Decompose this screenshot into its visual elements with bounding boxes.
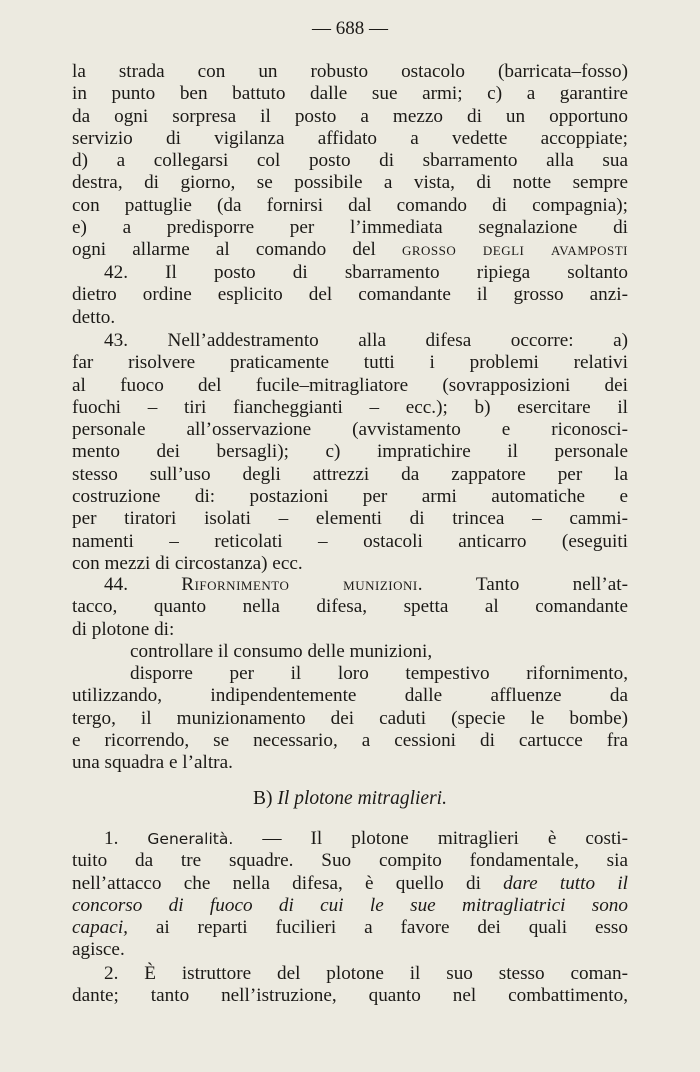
text-line: tacco, quanto nella difesa, spetta al comandante (72, 596, 628, 618)
text-line: 2. È istruttore del plotone il suo stesso coman- (104, 963, 628, 984)
text-line: tergo, il munizionamento dei caduti (specie le bombe) (72, 707, 628, 729)
text-line: con pattuglie (da fornirsi dal comando di compagnia); (72, 194, 628, 216)
text-run: ogni allarme al comando del (72, 239, 402, 261)
text-line: in punto ben battuto dalle sue armi; c) a garantire (72, 83, 628, 105)
text-line: per tiratori isolati – elementi di trincea – cammi- (72, 508, 628, 530)
section-heading (0, 788, 700, 810)
paragraph-s2 (72, 963, 628, 1008)
text-line: d) a collegarsi col posto di sbarramento alla sua (72, 150, 628, 172)
text-run: 1. (104, 828, 148, 849)
page-number: — 688 — (312, 18, 388, 39)
text-line: una squadra e l’altra. (72, 752, 233, 774)
text-line: la strada con un robusto ostacolo (barricata–fosso) (72, 61, 628, 82)
text-line: utilizzando, indipendentemente dalle affluenze da (72, 685, 628, 707)
text-line: tuito da tre squadre. Suo compito fondamentale, sia (72, 850, 628, 872)
text-line (72, 873, 628, 895)
italic-run: capaci, (72, 917, 128, 939)
text-line: detto. (72, 306, 116, 328)
text-line: 43. Nell’addestramento alla difesa occorre: a) (104, 330, 628, 351)
italic-run: dare tutto il (503, 872, 628, 894)
paragraph-continuation (72, 61, 628, 262)
text-line (72, 239, 628, 261)
paragraph-s1 (72, 828, 628, 962)
list-item: disporre per il loro tempestivo rifornimento, (130, 663, 628, 685)
text-line: namenti – reticolati – ostacoli anticarro (eseguiti (72, 530, 628, 552)
text-line: stesso sull’uso degli attrezzi da zappatore per la (72, 463, 628, 485)
text-line: destra, di giorno, se possibile a vista, di notte sempre (72, 172, 628, 194)
text-line (72, 828, 628, 850)
text-line: da ogni sorpresa il posto a mezzo di un opportuno (72, 105, 628, 127)
text-line (72, 574, 628, 596)
text-line: al fuoco del fucile–mitragliatore (sovrapposizioni dei (72, 374, 628, 396)
section-letter: B) (253, 788, 278, 809)
text-line (72, 917, 628, 939)
text-line: e ricorrendo, se necessario, a cessioni di cartucce fra (72, 730, 628, 752)
text-line: e) a predisporre per l’immediata segnalazione di (72, 217, 628, 239)
paragraph-42 (72, 262, 628, 329)
text-run: 44. (104, 574, 182, 595)
text-line: 42. Il posto di sbarramento ripiega soltanto (104, 262, 628, 283)
text-line: fuochi – tiri fiancheggianti – ecc.); b) esercitare il (72, 396, 628, 418)
text-run: nell’attacco che nella difesa, è quello di (72, 872, 504, 894)
text-line: costruzione di: postazioni per armi automatiche e (72, 486, 628, 508)
list-item: controllare il consumo delle munizioni, (130, 640, 433, 662)
text-line: mento dei bersagli); c) impratichire il personale (72, 441, 628, 463)
text-line: concorso di fuoco di cui le sue mitragliatrici sono (72, 894, 628, 916)
text-line: dante; tanto nell’istruzione, quanto nel combattimento, (72, 985, 628, 1007)
small-caps-run: grosso degli avamposti (401, 239, 628, 261)
text-run: — Il plotone mitraglieri è costi- (233, 828, 628, 849)
text-line: agisce. (72, 939, 125, 961)
section-title: Il plotone mitraglieri. (277, 788, 447, 809)
text-line: con mezzi di circostanza) ecc. (72, 552, 303, 574)
text-run: Tanto nell’at- (423, 574, 629, 595)
text-run: ai reparti fucilieri a favore dei quali esso (127, 917, 628, 939)
text-line: personale all’osservazione (avvistamento e riconosci- (72, 419, 628, 441)
sans-heading-run: Generalità. (147, 830, 234, 848)
small-caps-run: Rifornimento munizioni. (181, 574, 423, 595)
text-line: far risolvere praticamente tutti i problemi relativi (72, 352, 628, 374)
paragraph-44 (72, 574, 628, 775)
text-line: di plotone di: (72, 618, 175, 640)
paragraph-43 (72, 330, 628, 575)
text-line: servizio di vigilanza affidato a vedette accoppiate; (72, 127, 628, 149)
text-line: dietro ordine esplicito del comandante il grosso anzi- (72, 284, 628, 306)
